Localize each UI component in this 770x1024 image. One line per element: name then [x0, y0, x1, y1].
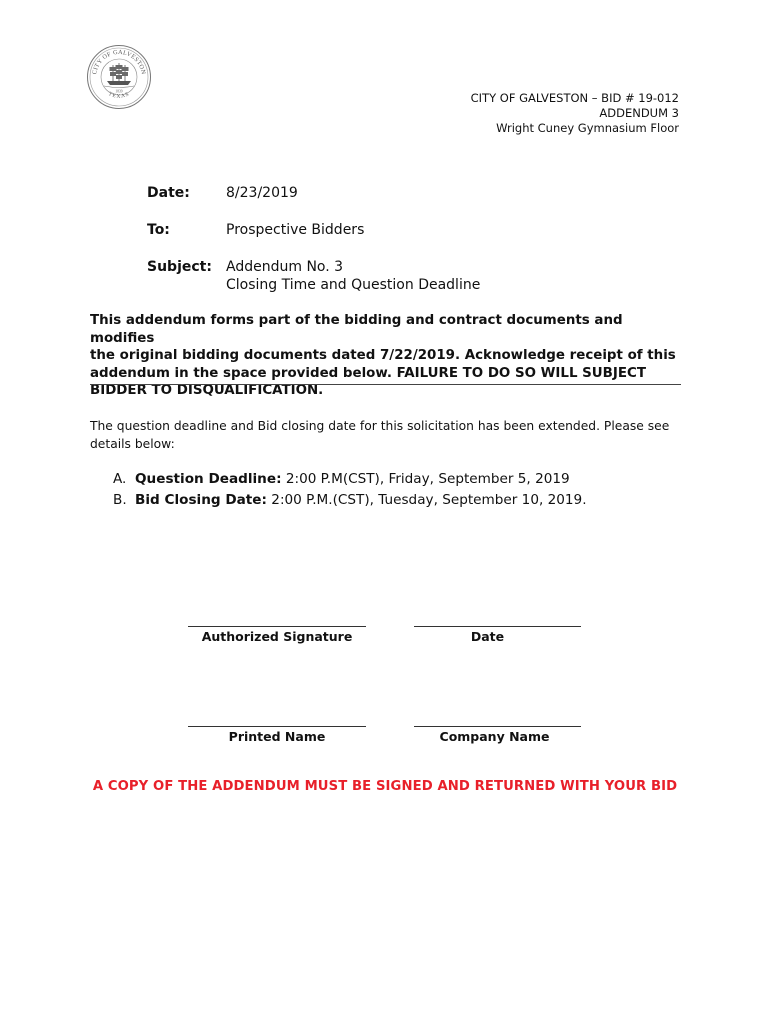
to-value: Prospective Bidders: [226, 222, 365, 238]
addendum-notice: [90, 312, 682, 400]
subject-line-1: Addendum No. 3: [226, 259, 344, 275]
body-line-2: details below:: [90, 437, 175, 451]
date-signature-line[interactable]: [414, 626, 581, 627]
list-item-question-deadline: [113, 469, 587, 490]
header-bid-number: CITY OF GALVESTON – BID # 19-012: [470, 91, 679, 105]
printed-name-line[interactable]: [188, 726, 366, 727]
body-line-1: The question deadline and Bid closing date for this solicitation has been extended. Please see: [90, 419, 670, 433]
authorized-signature-line[interactable]: [188, 626, 366, 627]
deadline-list: [113, 469, 587, 511]
list-item-value: 2:00 P.M(CST), Friday, September 5, 2019: [281, 471, 570, 487]
document-header: [471, 91, 679, 136]
seal-top-text: CITY OF GALVESTON: [91, 48, 147, 76]
list-item-letter: A.: [113, 471, 127, 487]
authorized-signature-label: Authorized Signature: [201, 629, 353, 644]
company-name-line[interactable]: [414, 726, 581, 727]
notice-line-2: the original bidding documents dated 7/22/2019. Acknowledge receipt of this: [90, 348, 676, 363]
printed-name-label: Printed Name: [228, 729, 326, 744]
list-item-letter: B.: [113, 492, 127, 508]
seal-bottom-text: TEXAS: [107, 91, 131, 100]
return-with-bid-notice: A COPY OF THE ADDENDUM MUST BE SIGNED AND RETURNED WITH YOUR BID: [92, 779, 678, 794]
notice-line-1: This addendum forms part of the bidding and contract documents and modifies: [90, 313, 623, 346]
header-project: Wright Cuney Gymnasium Floor: [496, 121, 679, 135]
section-divider: [90, 384, 681, 385]
seal-year: 1839: [115, 89, 123, 94]
list-item-label: Question Deadline:: [135, 471, 282, 487]
notice-line-4: BIDDER TO DISQUALIFICATION.: [90, 383, 324, 398]
city-seal-icon: [86, 44, 152, 110]
date-value: 8/23/2019: [226, 185, 298, 201]
list-item-value: 2:00 P.M.(CST), Tuesday, September 10, 2019.: [266, 492, 587, 508]
date-label: Date:: [147, 185, 190, 201]
notice-line-3: addendum in the space provided below. FAILURE TO DO SO WILL SUBJECT: [90, 365, 646, 381]
list-item-label: Bid Closing Date:: [135, 492, 267, 508]
list-item-bid-closing-date: [113, 490, 587, 511]
body-paragraph: [90, 417, 680, 453]
company-name-label: Company Name: [439, 729, 550, 744]
to-label: To:: [147, 222, 170, 238]
header-addendum: ADDENDUM 3: [599, 106, 679, 120]
date-signature-label: Date: [470, 629, 505, 644]
subject-label: Subject:: [147, 259, 212, 275]
subject-line-2: Closing Time and Question Deadline: [226, 277, 481, 293]
